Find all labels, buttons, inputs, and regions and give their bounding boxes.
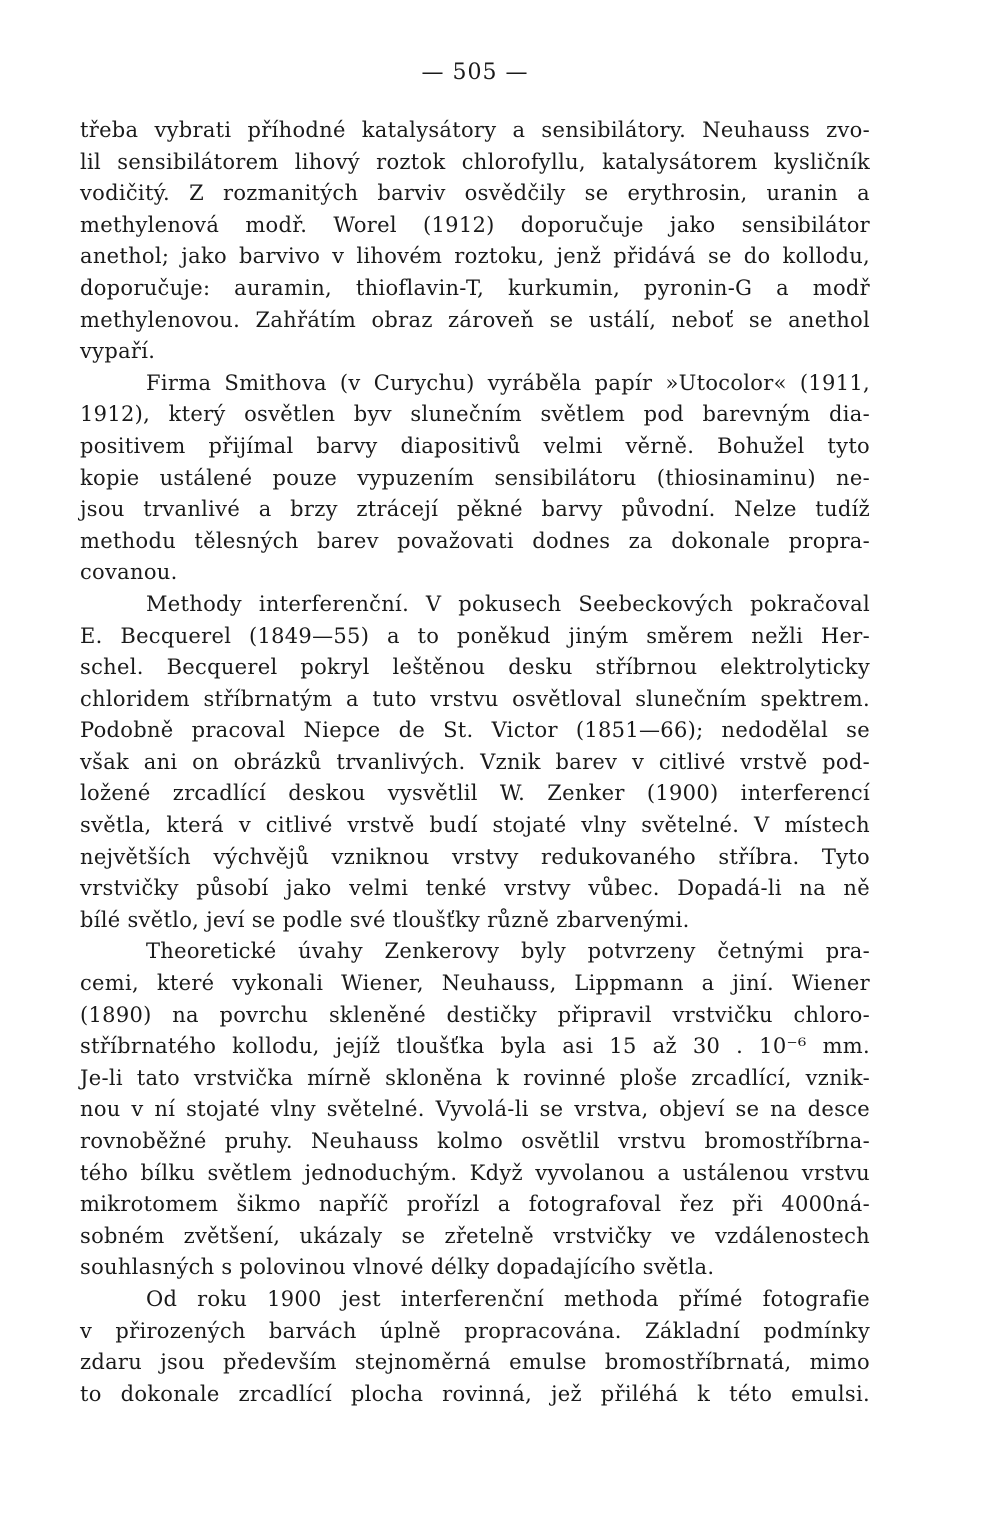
paragraph-5	[80, 1284, 870, 1410]
paragraph-3	[80, 589, 870, 937]
book-page	[80, 60, 870, 1410]
text-line: Methody interferenční. V pokusech Seebeckových pokračoval	[146, 591, 870, 616]
text-line: souhlasných s polovinou vlnové délky dopadajícího světla.	[80, 1255, 715, 1280]
text-line: 1912), který osvětlen byv slunečním světlem pod barevným dia-	[80, 402, 870, 427]
text-line: Firma Smithova (v Curychu) vyráběla papír »Utocolor« (1911,	[146, 370, 870, 395]
text-line: vrstvičky působí jako velmi tenké vrstvy vůbec. Dopadá-li na ně	[80, 876, 870, 901]
text-line: tého bílku světlem jednoduchým. Když vyvolanou a ustálenou vrstvu	[80, 1160, 870, 1185]
text-line: Od roku 1900 jest interferenční methoda přímé fotografie	[146, 1286, 870, 1311]
text-line: nou v ní stojaté vlny světelné. Vyvolá-li se vrstva, objeví se na desce	[80, 1097, 870, 1122]
text-line: největších výchvějů vzniknou vrstvy redukovaného stříbra. Tyto	[80, 844, 870, 869]
paragraph-4	[80, 936, 870, 1284]
text-line: vodičitý. Z rozmanitých barviv osvědčily se erythrosin, uranin a	[80, 181, 870, 206]
text-line: světla, která v citlivé vrstvě budí stojaté vlny světelné. V místech	[80, 813, 870, 838]
text-line: anethol; jako barvivo v lihovém roztoku, jenž přidává se do kollodu,	[80, 244, 870, 269]
text-line: to dokonale zrcadlící plocha rovinná, jež přiléhá k této emulsi.	[80, 1381, 870, 1406]
text-line: chloridem stříbrnatým a tuto vrstvu osvětloval slunečním spektrem.	[80, 686, 870, 711]
text-line: (1890) na povrchu skleněné destičky připravil vrstvičku chloro-	[80, 1002, 870, 1027]
paragraph-1	[80, 115, 870, 368]
text-line: doporučuje: auramin, thioflavin-T, kurkumin, pyronin-G a modř	[80, 275, 870, 300]
paragraph-2	[80, 368, 870, 589]
text-line: Je-li tato vrstvička mírně skloněna k rovinné ploše zrcadlící, vznik-	[80, 1065, 870, 1090]
text-line: sobném zvětšení, ukázaly se zřetelně vrstvičky ve vzdálenostech	[80, 1223, 870, 1248]
text-line: třeba vybrati příhodné katalysátory a sensibilátory. Neuhauss zvo-	[80, 118, 870, 142]
text-line: lil sensibilátorem lihový roztok chlorofyllu, katalysátorem kysličník	[80, 149, 870, 174]
text-line: zdaru jsou především stejnoměrná emulse bromostříbrnatá, mimo	[80, 1350, 870, 1375]
text-line: mikrotomem šikmo napříč prořízl a fotografoval řez při 4000ná-	[80, 1192, 870, 1217]
text-line: schel. Becquerel pokryl leštěnou desku stříbrnou elektrolyticky	[80, 655, 870, 680]
text-line: methylenovou. Zahřátím obraz zároveň se ustálí, neboť se anethol	[80, 307, 870, 332]
text-line: methodu tělesných barev považovati dodnes za dokonale propra-	[80, 528, 870, 553]
text-line: methylenová modř. Worel (1912) doporučuje jako sensibilátor	[80, 212, 870, 237]
text-line: positivem přijímal barvy diapositivů velmi věrně. Bohužel tyto	[80, 433, 870, 458]
text-line: bílé světlo, jeví se podle své tloušťky různě zbarvenými.	[80, 907, 690, 932]
text-line: rovnoběžné pruhy. Neuhauss kolmo osvětlil vrstvu bromostříbrna-	[80, 1129, 870, 1153]
text-line: jsou trvanlivé a brzy ztrácejí pěkné barvy původní. Nelze tudíž	[80, 497, 870, 522]
text-line: však ani on obrázků trvanlivých. Vznik barev v citlivé vrstvě pod-	[80, 749, 870, 774]
text-line: kopie ustálené pouze vypuzením sensibilátoru (thiosinaminu) ne-	[80, 465, 870, 490]
text-line: Podobně pracoval Niepce de St. Victor (1851—66); nedodělal se	[80, 718, 870, 743]
text-line: Theoretické úvahy Zenkerovy byly potvrzeny četnými pra-	[146, 939, 870, 964]
text-line: v přirozených barvách úplně propracována. Základní podmínky	[80, 1318, 870, 1343]
text-line: ložené zrcadlící deskou vysvětlil W. Zenker (1900) interferencí	[80, 781, 870, 806]
text-line: vypaří.	[80, 339, 156, 364]
text-line: cemi, které vykonali Wiener, Neuhauss, Lippmann a jiní. Wiener	[80, 971, 870, 996]
text-line: stříbrnatého kollodu, jejíž tloušťka byla asi 15 až 30 . 10⁻⁶ mm.	[80, 1034, 870, 1059]
text-line: E. Becquerel (1849—55) a to poněkud jiným směrem nežli Her-	[80, 623, 870, 648]
page-number: — 505 —	[421, 60, 529, 85]
text-line: covanou.	[80, 560, 178, 585]
